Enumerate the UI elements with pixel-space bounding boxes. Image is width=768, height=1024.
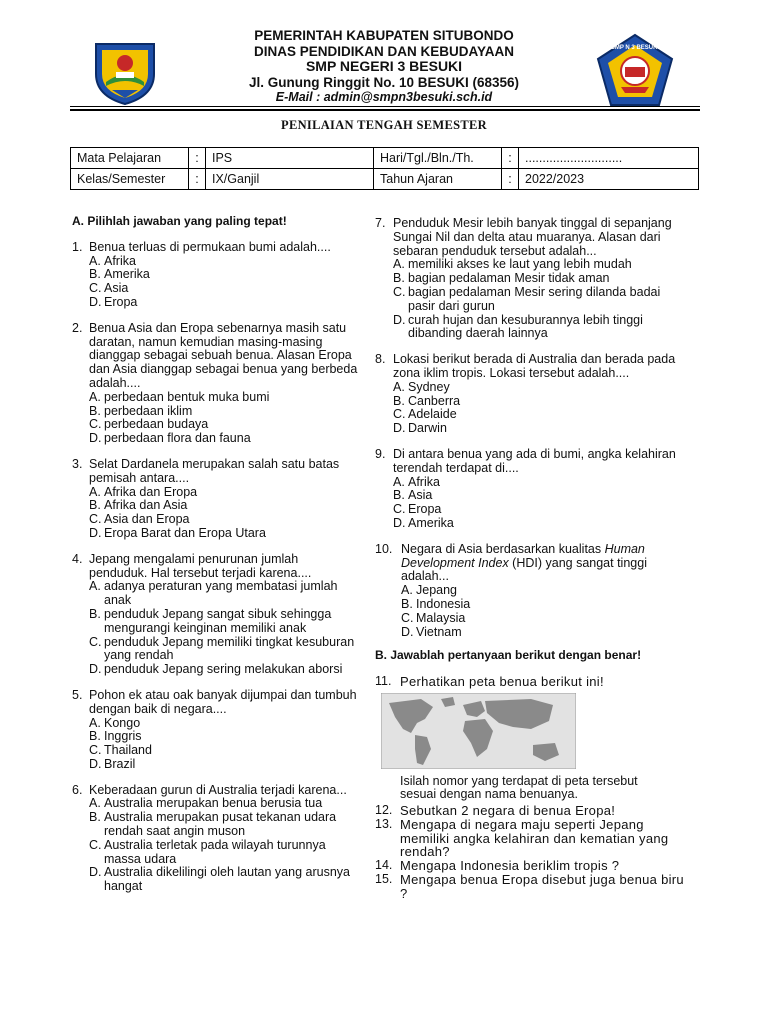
question-text: Keberadaan gurun di Australia terjadi karena... [89, 782, 347, 797]
option [89, 282, 360, 296]
section-b-heading: B. Jawablah pertanyaan berikut dengan benar! [375, 648, 642, 663]
option-text: bagian pedalaman Mesir tidak aman [408, 271, 610, 286]
svg-text:SMP N 3 BESUKI: SMP N 3 BESUKI [610, 45, 660, 51]
option [89, 744, 360, 758]
world-map-figure [381, 693, 576, 769]
option-text: Australia merupakan pusat tekanan udara rendah saat angin muson [104, 810, 337, 839]
option-letter: A. [401, 583, 413, 598]
option-letter: A. [89, 389, 101, 404]
essay-13 [375, 818, 685, 859]
option-letter: B. [393, 393, 405, 408]
option-letter: C. [89, 281, 102, 296]
option-text: penduduk Jepang sangat sibuk sehingga mengurangi keinginan memiliki anak [104, 606, 332, 635]
option-letter: B. [89, 403, 101, 418]
option-letter: A. [89, 715, 101, 730]
header-email: E-Mail : admin@smpn3besuki.sch.id [275, 90, 493, 104]
option-letter: B. [401, 596, 413, 611]
info-value-date: ............................ [519, 148, 699, 169]
question-text: Selat Dardanela merupakan salah satu batas pemisah antara.... [89, 456, 340, 485]
right-column [375, 217, 685, 900]
option-letter: A. [393, 474, 405, 489]
header-department: DINAS PENDIDIKAN DAN KEBUDAYAAN [253, 43, 515, 59]
option [89, 839, 360, 867]
option [401, 584, 685, 598]
option-letter: B. [89, 729, 101, 744]
option [393, 381, 685, 395]
option-letter: C. [393, 502, 406, 517]
option-text: Amerika [104, 267, 150, 282]
info-colon: : [189, 169, 206, 190]
essay-text: Mengapa di negara maju seperti Jepang memiliki angka kelahiran dan kematian yang rendah? [400, 816, 669, 860]
option-letter: A. [89, 796, 101, 811]
option [393, 422, 685, 436]
option-list [393, 258, 685, 341]
option-list [393, 381, 685, 436]
question-text: Pohon ek atau oak banyak dijumpai dan tumbuh dengan baik di negara.... [89, 687, 357, 716]
question-7 [375, 217, 685, 341]
option [393, 272, 685, 286]
option-letter: A. [393, 257, 405, 272]
option-text: penduduk Jepang sering melakukan aborsi [104, 662, 343, 677]
option [401, 598, 685, 612]
info-row-subject [71, 148, 699, 169]
option-text: Thailand [104, 743, 152, 758]
question-text: Lokasi berikut berada di Australia dan berada pada zona iklim tropis. Lokasi tersebut adalah.... [393, 352, 676, 380]
essay-12 [375, 804, 685, 818]
option-letter: B. [89, 606, 101, 621]
question-list-right [375, 217, 685, 531]
option-text: Australia dikelilingi oleh lautan yang arusnya hangat [104, 865, 350, 894]
info-colon: : [502, 169, 519, 190]
question-6 [72, 784, 360, 894]
essay-list [375, 675, 685, 900]
option-text: Asia dan Eropa [104, 512, 190, 527]
question-3 [72, 458, 360, 541]
option [89, 296, 360, 310]
option-text: penduduk Jepang memiliki tingkat kesuburan yang rendah [104, 634, 355, 663]
question-row [72, 241, 360, 255]
option-text: Canberra [408, 393, 461, 408]
essay-number: 12. [375, 802, 393, 817]
essay-rest-list [375, 804, 685, 901]
essay-number: 15. [375, 871, 393, 886]
question-row [72, 784, 360, 798]
essay-11 [375, 675, 685, 689]
option-text: Vietnam [416, 624, 462, 639]
option-text: Eropa [408, 502, 442, 517]
option [89, 499, 360, 513]
header-school: SMP NEGERI 3 BESUKI [305, 58, 463, 74]
option-text: Brazil [104, 756, 136, 771]
question-row [375, 353, 685, 381]
question-number: 9. [375, 446, 386, 461]
option-text: Sydney [408, 379, 450, 394]
option-text: curah hujan dan kesuburannya lebih tinggi dibanding daerah lainnya [408, 312, 643, 341]
question-9 [375, 448, 685, 531]
option [89, 636, 360, 664]
question-number: 2. [72, 320, 83, 335]
option-letter: B. [89, 498, 101, 513]
question-row [375, 448, 685, 476]
option-text: Eropa [104, 294, 138, 309]
info-value-subject: IPS [206, 148, 374, 169]
option [89, 513, 360, 527]
option [89, 811, 360, 839]
option-text: Adelaide [408, 407, 457, 422]
option-list [89, 391, 360, 446]
question-text: Di antara benua yang ada di bumi, angka kelahiran terendah terdapat di.... [393, 446, 676, 475]
letterhead [0, 28, 768, 104]
question-number: 4. [72, 551, 83, 566]
option-letter: C. [89, 837, 102, 852]
option-text: perbedaan iklim [104, 403, 193, 418]
question-text: Jepang mengalami penurunan jumlah penduduk. Hal tersebut terjadi karena.... [89, 551, 312, 580]
question-row [72, 322, 360, 391]
option-letter: D. [89, 865, 102, 880]
option-letter: D. [89, 525, 102, 540]
option-letter: D. [393, 515, 406, 530]
option-letter: A. [393, 379, 405, 394]
option [393, 517, 685, 531]
option-text: Malaysia [416, 610, 466, 625]
option-letter: C. [393, 284, 406, 299]
essay-text: Sebutkan 2 negara di benua Eropa! [400, 802, 616, 818]
option [89, 717, 360, 731]
option [89, 432, 360, 446]
option-letter: D. [393, 421, 406, 436]
essay-text: Mengapa benua Eropa disebut juga benua biru ? [400, 871, 684, 901]
option-text: perbedaan budaya [104, 417, 209, 432]
essay-14 [375, 859, 685, 873]
option-text: Jepang [416, 583, 458, 598]
essay-11-note: Isilah nomor yang terdapat di peta tersebut sesuai dengan nama benuanya. [400, 773, 638, 802]
option [89, 866, 360, 894]
option [89, 608, 360, 636]
question-number: 5. [72, 687, 83, 702]
option-letter: C. [89, 743, 102, 758]
info-row-class [71, 169, 699, 190]
question-number: 6. [72, 782, 83, 797]
question-row [72, 553, 360, 581]
option-letter: A. [89, 579, 101, 594]
question-number: 7. [375, 216, 386, 230]
option-text: Indonesia [416, 596, 471, 611]
question-text: Penduduk Mesir lebih banyak tinggal di sepanjang Sungai Nil dan delta atau muaranya. Alasan dari sebaran penduduk tersebut adalah... [393, 216, 672, 258]
question-text: Benua terluas di permukaan bumi adalah.... [89, 239, 331, 254]
option-letter: D. [89, 431, 102, 446]
info-label-subject: Mata Pelajaran [71, 148, 189, 169]
option-list [89, 580, 360, 677]
option-letter: D. [89, 294, 102, 309]
option-text: adanya peraturan yang membatasi jumlah anak [104, 579, 338, 608]
option [393, 314, 685, 342]
info-label-class: Kelas/Semester [71, 169, 189, 190]
option-letter: C. [89, 512, 102, 527]
option-text: Darwin [408, 421, 447, 436]
option-letter: D. [89, 756, 102, 771]
option-letter: C. [393, 407, 406, 422]
question-number: 1. [72, 239, 83, 254]
section-a-heading: A. Pilihlah jawaban yang paling tepat! [72, 214, 287, 228]
option [393, 286, 685, 314]
option-list [89, 486, 360, 541]
header-address: Jl. Gunung Ringgit No. 10 BESUKI (68356) [248, 74, 520, 90]
info-value-year: 2022/2023 [519, 169, 699, 190]
option-letter: D. [393, 312, 406, 327]
option-letter: C. [89, 634, 102, 649]
option [89, 663, 360, 677]
question-4 [72, 553, 360, 677]
option-text: perbedaan bentuk muka bumi [104, 389, 270, 404]
left-column [72, 215, 360, 906]
question-row [72, 458, 360, 486]
option [393, 503, 685, 517]
option-text: Eropa Barat dan Eropa Utara [104, 525, 266, 540]
header-rule-bottom [70, 109, 700, 111]
option [89, 797, 360, 811]
option-letter: B. [89, 810, 101, 825]
question-10 [375, 543, 685, 640]
essay-text: Perhatikan peta benua berikut ini! [400, 674, 604, 690]
option-text: Afrika dan Asia [104, 498, 188, 513]
exam-info-table [70, 147, 699, 190]
option-text: Australia terletak pada wilayah turunnya massa udara [104, 837, 326, 866]
option-text: Kongo [104, 715, 141, 730]
info-colon: : [502, 148, 519, 169]
essay-number: 13. [375, 816, 393, 831]
question-2 [72, 322, 360, 446]
option-letter: D. [89, 662, 102, 677]
option-text: Australia merupakan benua berusia tua [104, 796, 323, 811]
option-text: Inggris [104, 729, 142, 744]
essay-number: 14. [375, 858, 393, 873]
option [401, 612, 685, 626]
question-list-left [72, 241, 360, 894]
option-letter: A. [89, 484, 101, 499]
option-letter: B. [393, 271, 405, 286]
info-label-year: Tahun Ajaran [374, 169, 502, 190]
option [89, 391, 360, 405]
header-government: PEMERINTAH KABUPATEN SITUBONDO [254, 28, 514, 43]
option [401, 626, 685, 640]
info-colon: : [189, 148, 206, 169]
option [89, 418, 360, 432]
option-text: Amerika [408, 515, 454, 530]
option-letter: B. [393, 488, 405, 503]
question-row [72, 689, 360, 717]
option-list [393, 476, 685, 531]
option-list [89, 797, 360, 894]
option [89, 268, 360, 282]
option-text: Afrika [104, 253, 136, 268]
question-row [375, 217, 685, 258]
header-rule-top [70, 106, 700, 107]
option-letter: C. [401, 610, 414, 625]
option-text: Afrika dan Eropa [104, 484, 198, 499]
info-value-class: IX/Ganjil [206, 169, 374, 190]
option-text: memiliki akses ke laut yang lebih mudah [408, 257, 632, 272]
question-number: 8. [375, 352, 386, 367]
question-5 [72, 689, 360, 772]
question-text: Benua Asia dan Eropa sebenarnya masih satu daratan, namun kemudian masing-masing dianggap sebagai sebuah benua. Alasan Eropa dan Asia dianggap sebagai benua yang berbeda adalah.... [89, 320, 358, 390]
essay-number: 11. [375, 674, 392, 689]
option-text: bagian pedalaman Mesir sering dilanda badai pasir dari gurun [408, 284, 661, 313]
option-text: Afrika [408, 474, 440, 489]
exam-title: PENILAIAN TENGAH SEMESTER [281, 118, 487, 132]
option-list [89, 717, 360, 772]
question-text: Negara di Asia berdasarkan kualitas Human Development Index (HDI) yang sangat tinggi adalah... [401, 541, 647, 584]
question-8 [375, 353, 685, 436]
option-text: Asia [104, 281, 129, 296]
option [89, 730, 360, 744]
question-number: 3. [72, 456, 83, 471]
question-1 [72, 241, 360, 310]
option-list [89, 255, 360, 310]
option-text: perbedaan flora dan fauna [104, 431, 251, 446]
option-letter: A. [89, 253, 101, 268]
essay-text: Mengapa Indonesia beriklim tropis ? [400, 858, 620, 874]
option [89, 758, 360, 772]
essay-15 [375, 873, 685, 901]
option [89, 255, 360, 269]
option-text: Asia [408, 488, 433, 503]
option-letter: C. [89, 417, 102, 432]
info-label-date: Hari/Tgl./Bln./Th. [374, 148, 502, 169]
option [393, 395, 685, 409]
option [393, 489, 685, 503]
option-letter: B. [89, 267, 101, 282]
option-list [401, 584, 685, 639]
option [393, 476, 685, 490]
question-number: 10. [375, 541, 393, 556]
option [393, 258, 685, 272]
option [89, 527, 360, 541]
option [89, 405, 360, 419]
option [89, 486, 360, 500]
option [393, 408, 685, 422]
option-letter: D. [401, 624, 414, 639]
option [89, 580, 360, 608]
